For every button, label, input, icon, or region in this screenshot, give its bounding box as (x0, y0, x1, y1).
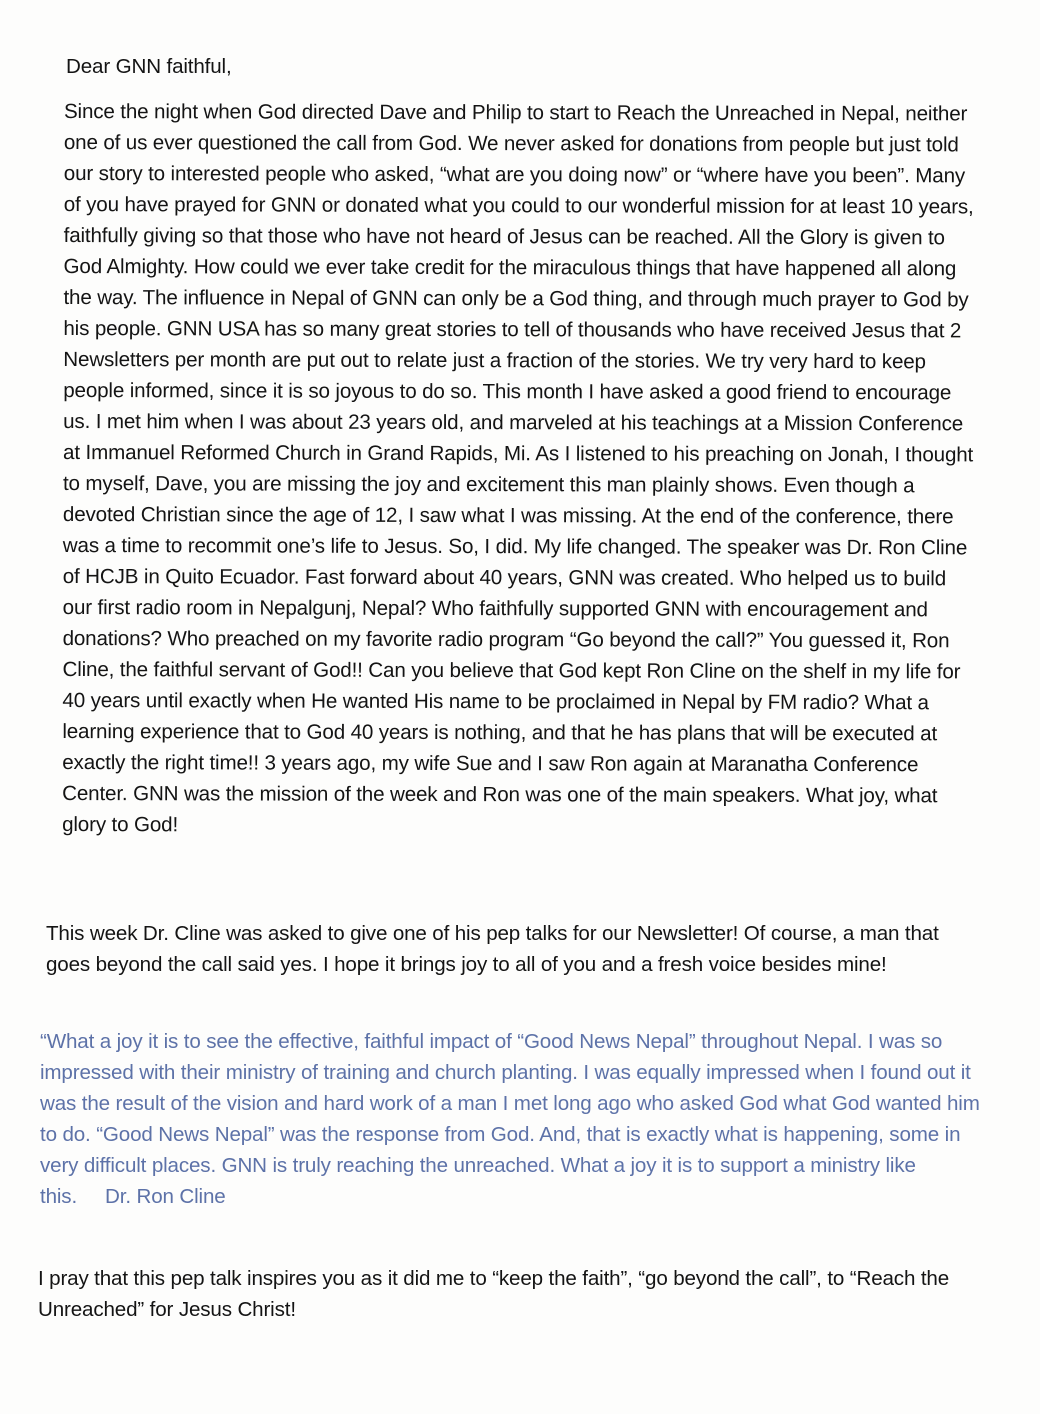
paragraph-pep-talk-intro: This week Dr. Cline was asked to give one of his pep talks for our Newsletter! Of course, a man that goes beyond the call said yes. I hope it brings joy to all of you and a fresh voice besides mine! (46, 922, 939, 976)
quote-text: “What a joy it is to see the effective, faithful impact of “Good News Nepal” throughout Nepal. I was so impressed with their ministry of training and church planting. I was equally impressed when I found out it was the result of the vision and hard work of a man I met long ago who asked God what God wanted him to do. “Good News Nepal” was the response from God. And, that is exactly what is happening, some in very difficult places. GNN is truly reaching the unreached. What a joy it is to support a ministry like this. (40, 1030, 980, 1208)
paragraph-story: Since the night when God directed Dave and Philip to start to Reach the Unreached in Nepal, neither one of us ever questioned the call from God. We never asked for donations from people but just told our story to interested people who asked, “what are you doing now” or “where have you been”. Many of you have prayed for GNN or donated what you could to our wonderful mission for at least 10 years, faithfully giving so that those who have not heard of Jesus can be reached. All the Glory is given to God Almighty. How could we ever take credit for the miraculous things that have happened all along the way. The influence in Nepal of GNN can only be a God thing, and through much prayer to God by his people. GNN USA has so many great stories to tell of thousands who have received Jesus that 2 Newsletters per month are put out to relate just a fraction of the stories. We try very hard to keep people informed, since it is so joyous to do so. This month I have asked a good friend to encourage us. I met him when I was about 23 years old, and marveled at his teachings at a Mission Conference at Immanuel Reformed Church in Grand Rapids, Mi. As I listened to his preaching on Jonah, I thought to myself, Dave, you are missing the joy and excitement this man plainly shows. Even though a devoted Christian since the age of 12, I saw what I was missing. At the end of the conference, there was a time to recommit one’s life to Jesus. So, I did. My life changed. The speaker was Dr. Ron Cline of HCJB in Quito Ecuador. Fast forward about 40 years, GNN was created. Who helped us to build our first radio room in Nepalgunj, Nepal? Who faithfully supported GNN with encouragement and donations? Who preached on my favorite radio program “Go beyond the call?” You guessed it, Ron Cline, the faithful servant of God!! Can you believe that God kept Ron Cline on the shelf in my life for 40 years until exactly when He wanted His name to be proclaimed in Nepal by FM radio? What a learning experience that to God 40 years is nothing, and that he has plans that will be executed at exactly the right time!! 3 years ago, my wife Sue and I saw Ron again at Maranatha Conference Center. GNN was the mission of the week and Ron was one of the main speakers. What joy, what glory to God! (62, 99, 974, 837)
pep-talk-quote (40, 1026, 980, 1212)
closing-paragraph: I pray that this pep talk inspires you as it did me to “keep the faith”, “go beyond the call”, to “Reach the Unreached” for Jesus Christ! (38, 1267, 950, 1321)
salutation: Dear GNN faithful, (66, 55, 232, 78)
quote-signature: Dr. Ron Cline (105, 1185, 226, 1208)
